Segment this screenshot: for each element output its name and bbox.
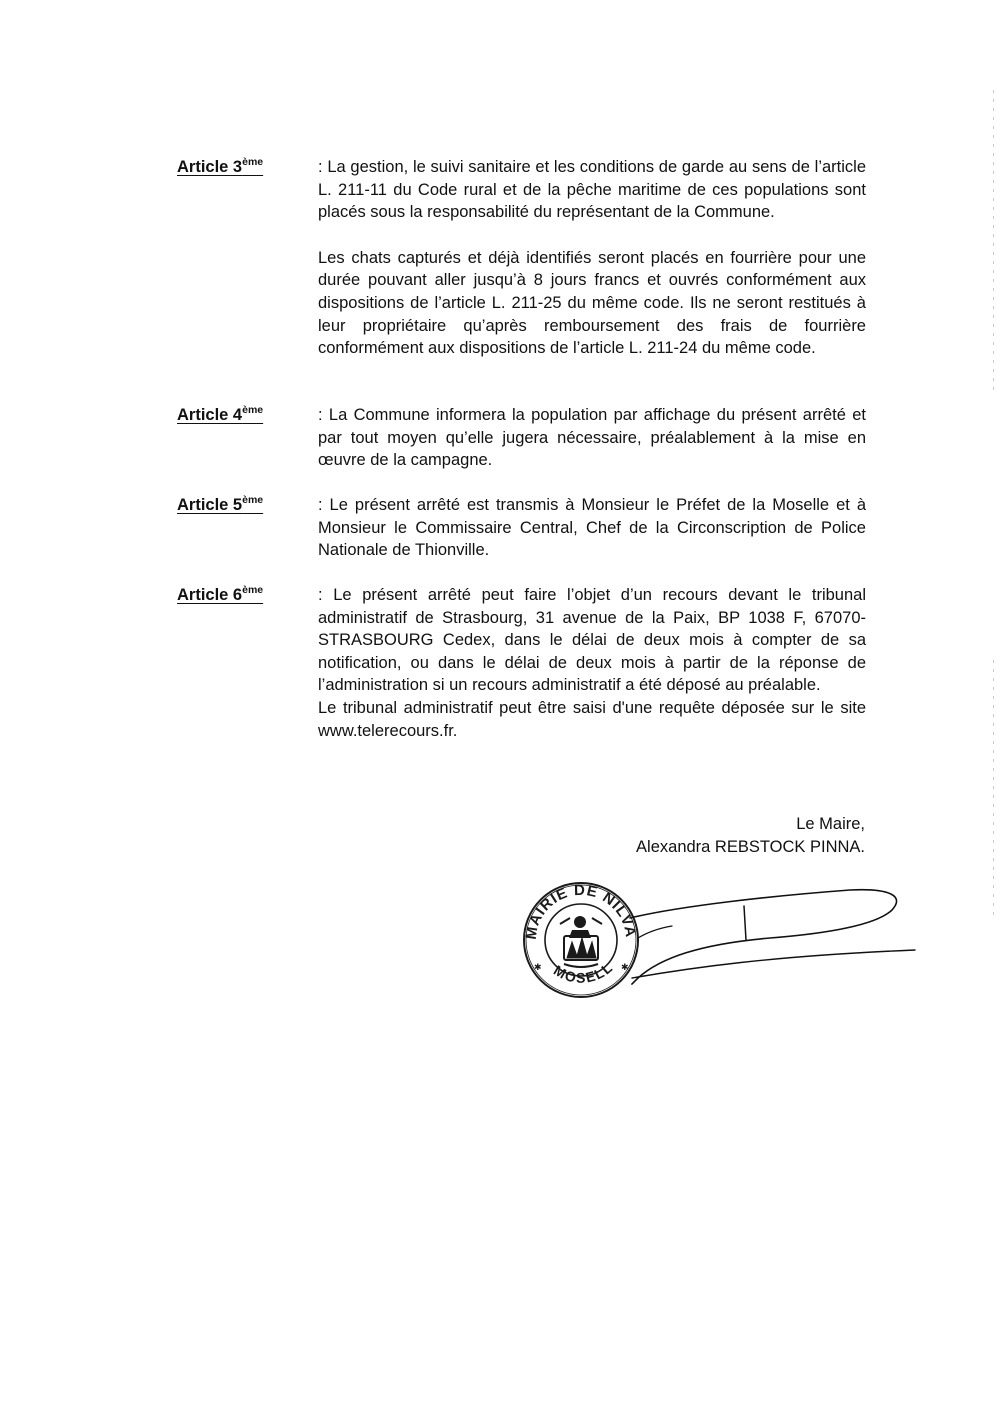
article-heading-text: Article 5: [177, 496, 243, 514]
official-seal: [520, 878, 920, 1003]
article-paragraph: Les chats capturés et déjà identifiés seront placés en fourrière pour une durée pouvant aller jusqu’à 8 jours francs et ouvrés conformément aux dispositions de l’article L. 211-25 du même code. Ils ne seront restitués à leur propriétaire qu’après remboursement des frais de fourrière conformément aux dispositions de l’article L. 211-24 du même code.: [318, 248, 866, 358]
seal-emblem: [560, 916, 602, 967]
article-paragraph: : Le présent arrêté peut faire l’objet d’un recours devant le tribunal administratif de Strasbourg, 31 avenue de la Paix, BP 1038 F, 67070-STRASBOURG Cedex, dans le délai de deux mois à compter de sa notification, ou dans le délai de deux mois à partir de la réponse de l’administration si un recours administratif a été déposé au préalable.: [318, 586, 866, 695]
article-ordinal: ème: [242, 494, 264, 506]
article-heading-text: Article 4: [177, 406, 243, 424]
svg-text:✱: ✱: [534, 963, 542, 973]
handwritten-signature: [630, 890, 915, 984]
article-ordinal: ème: [242, 156, 264, 168]
article-body: [318, 156, 866, 360]
scan-edge-mark: [993, 90, 994, 390]
article-body: [318, 584, 866, 742]
article-ordinal: ème: [242, 404, 264, 416]
seal-top-text: MAIRIE DE NILVA: [522, 881, 640, 941]
svg-text:✱: ✱: [621, 963, 629, 973]
signatory-title: Le Maire,: [796, 815, 865, 833]
article-paragraph: : La Commune informera la population par affichage du présent arrêté et par tout moyen qu’elle jugera nécessaire, préalablement à la mise en œuvre de la campagne.: [318, 406, 866, 470]
stamp-and-signature: [520, 878, 920, 1003]
article-paragraph: : Le présent arrêté est transmis à Monsieur le Préfet de la Moselle et à Monsieur le Commissaire Central, Chef de la Circonscription de Police Nationale de Thionville.: [318, 496, 866, 560]
article-heading: [177, 586, 263, 605]
seal-bottom-text: MOSELL: [550, 958, 617, 986]
signatory-name: Alexandra REBSTOCK PINNA.: [636, 838, 865, 856]
article-paragraph: : La gestion, le suivi sanitaire et les conditions de garde au sens de l’article L. 211-11 du Code rural et de la pêche maritime de ces populations sont placés sous la responsabilité du représentant de la Commune.: [318, 158, 866, 222]
article-body: [318, 494, 866, 562]
article-heading: [177, 158, 263, 177]
article-heading-text: Article 3: [177, 158, 243, 176]
article-paragraph: Le tribunal administratif peut être saisi d'une requête déposée sur le site www.telerecours.fr.: [318, 698, 866, 740]
scan-edge-mark: [993, 660, 994, 920]
article-ordinal: ème: [242, 584, 264, 596]
article-body: [318, 404, 866, 472]
article-heading: [177, 496, 263, 515]
article-heading: [177, 406, 263, 425]
signature-block: [636, 813, 865, 859]
article-heading-text: Article 6: [177, 586, 243, 604]
